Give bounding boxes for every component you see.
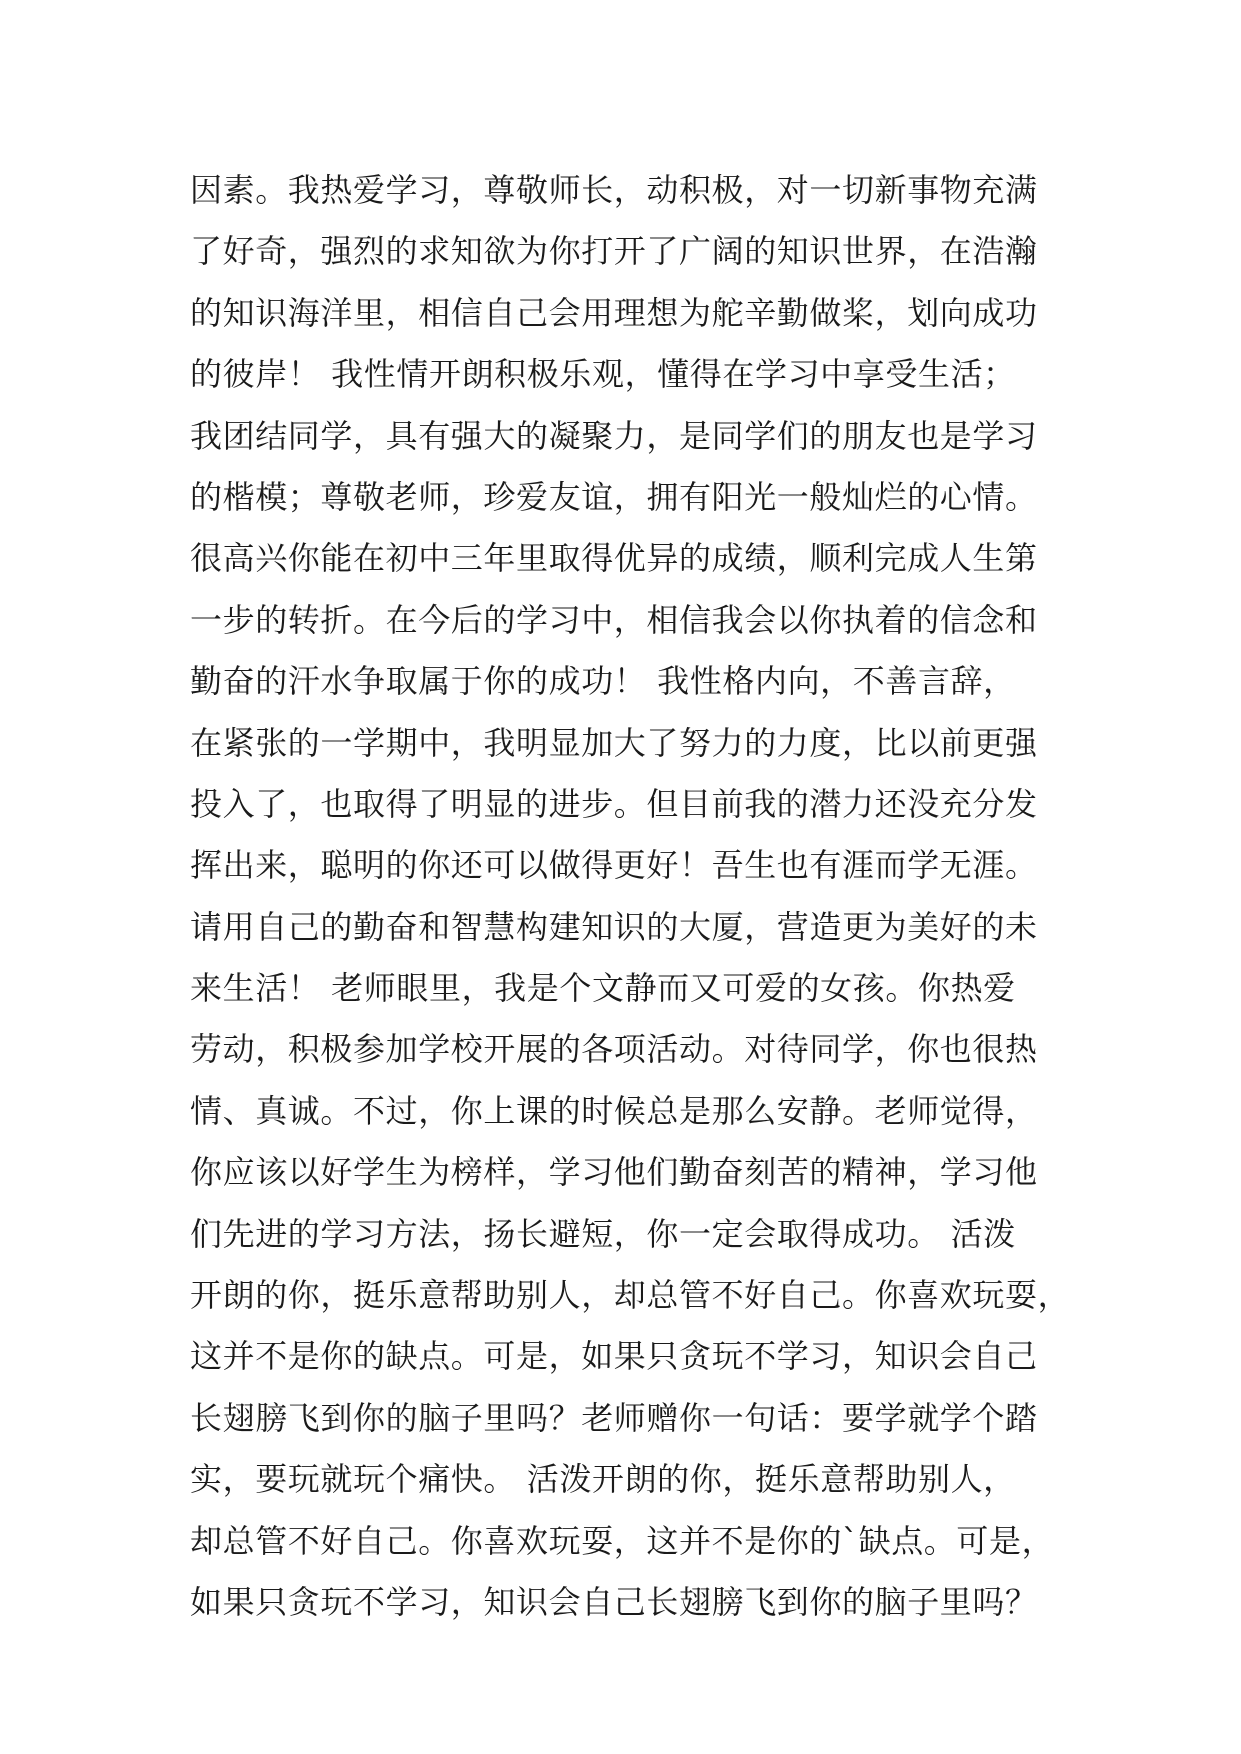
text-line: 很高兴你能在初中三年里取得优异的成绩，顺利完成人生第	[190, 539, 1038, 578]
text-line: 这并不是你的缺点。可是，如果只贪玩不学习，知识会自己	[190, 1337, 1038, 1376]
text-line: 却总管不好自己。你喜欢玩耍，这并不是你的`缺点。可是，	[190, 1521, 1055, 1560]
text-line: 的知识海洋里，相信自己会用理想为舵辛勤做桨，划向成功	[190, 293, 1038, 332]
text-line: 开朗的你，挺乐意帮助别人，却总管不好自己。你喜欢玩耍，	[190, 1276, 1071, 1315]
text-line: 长翅膀飞到你的脑子里吗？老师赠你一句话：要学就学个踏	[190, 1398, 1038, 1437]
text-line: 的楷模；尊敬老师，珍爱友谊，拥有阳光一般灿烂的心情。	[190, 477, 1038, 516]
text-line: 挥出来，聪明的你还可以做得更好！吾生也有涯而学无涯。	[190, 846, 1038, 885]
text-line: 们先进的学习方法，扬长避短，你一定会取得成功。 活泼	[190, 1214, 1016, 1253]
text-line: 实，要玩就玩个痛快。 活泼开朗的你，挺乐意帮助别人，	[190, 1460, 1016, 1499]
text-line: 你应该以好学生为榜样，学习他们勤奋刻苦的精神，学习他	[190, 1153, 1038, 1192]
text-line: 因素。我热爱学习，尊敬师长，动积极，对一切新事物充满	[190, 171, 1038, 209]
document-body	[190, 160, 1090, 1633]
text-line: 了好奇，强烈的求知欲为你打开了广阔的知识世界，在浩瀚	[190, 232, 1038, 271]
text-line: 请用自己的勤奋和智慧构建知识的大厦，营造更为美好的未	[190, 907, 1038, 946]
text-line: 我团结同学，具有强大的凝聚力，是同学们的朋友也是学习	[190, 416, 1038, 455]
text-line: 如果只贪玩不学习，知识会自己长翅膀飞到你的脑子里吗？	[190, 1582, 1038, 1621]
text-line: 情、真诚。不过，你上课的时候总是那么安静。老师觉得，	[190, 1091, 1038, 1130]
text-line: 勤奋的汗水争取属于你的成功！ 我性格内向，不善言辞，	[190, 662, 1016, 701]
text-line: 投入了，也取得了明显的进步。但目前我的潜力还没充分发	[190, 784, 1038, 823]
text-line: 的彼岸！ 我性情开朗积极乐观，懂得在学习中享受生活；	[190, 355, 1016, 394]
text-line: 来生活！ 老师眼里，我是个文静而又可爱的女孩。你热爱	[190, 969, 1016, 1008]
text-line: 劳动，积极参加学校开展的各项活动。对待同学，你也很热	[190, 1030, 1038, 1069]
text-line: 一步的转折。在今后的学习中，相信我会以你执着的信念和	[190, 600, 1038, 639]
text-line: 在紧张的一学期中，我明显加大了努力的力度，比以前更强	[190, 723, 1038, 762]
